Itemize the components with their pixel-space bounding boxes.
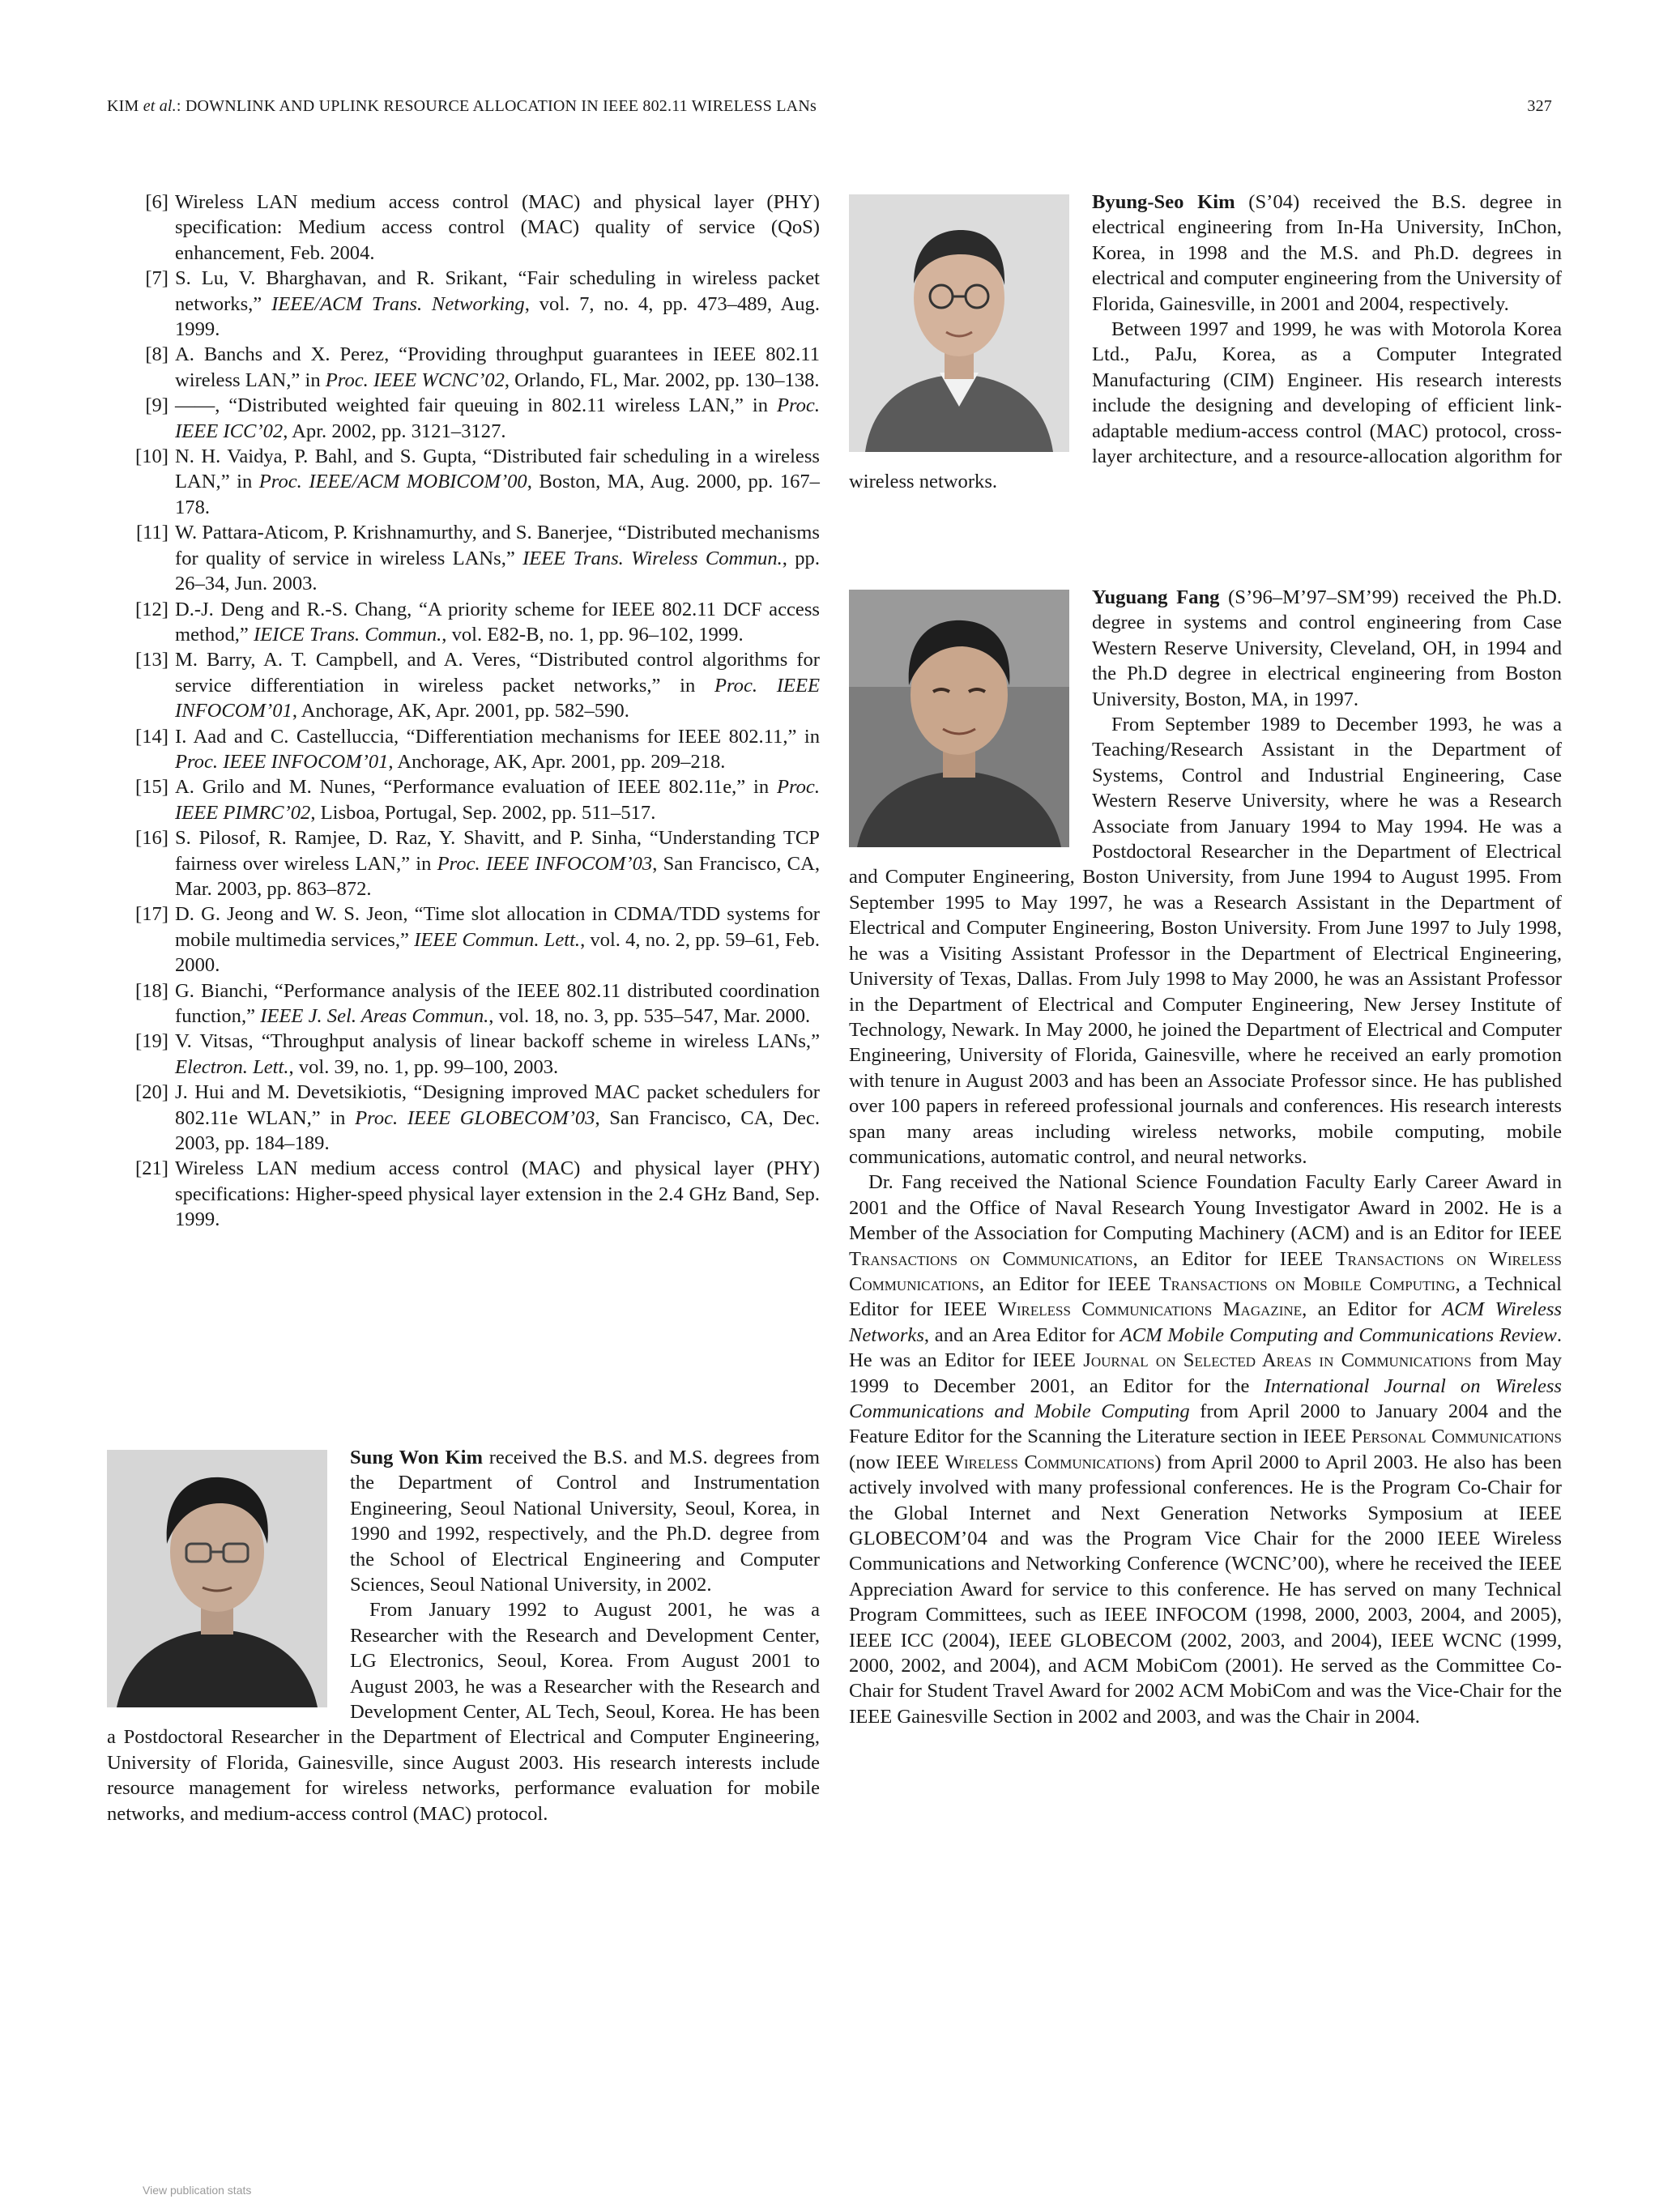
bio-paragraph-awards bbox=[849, 1170, 1562, 1729]
reference-text bbox=[175, 190, 820, 266]
italic-span: Proc. IEEE INFOCOM’03 bbox=[437, 852, 653, 875]
reference-number: [11] bbox=[135, 522, 168, 544]
reference-number: [6] bbox=[145, 191, 168, 213]
text-span: ——, “Distributed weighted fair queuing in 802.11 wireless LAN,” in bbox=[175, 394, 777, 417]
text-span: Wireless LAN medium access control (MAC) and physical layer (PHY) specification: Medium access control (MAC) quality of service (QoS) enhancement, Feb. 2004. bbox=[175, 191, 820, 264]
reference-text bbox=[175, 342, 820, 393]
running-head-italic: et al. bbox=[143, 97, 177, 115]
text-span: A. Banchs and X. Perez, “Providing throughput guarantees in IEEE 802.11 wireless LAN,” in bbox=[175, 343, 820, 391]
byung-seo-kim-photo bbox=[849, 194, 1069, 452]
text-span: , a Technical Editor for IEEE bbox=[849, 1272, 1562, 1321]
bio-paragraph: Between 1997 and 1999, he was with Motorola Korea Ltd., PaJu, Korea, as a Computer Integrated Manufacturing (CIM) Engineer. His research interests include the designing and developing of efficient link-adaptable medium-access control (MAC) protocol, cross-layer architecture, and a resource-allocation algorithm for wireless networks. bbox=[849, 318, 1562, 493]
text-span: I. Aad and C. Castelluccia, “Differentiation mechanisms for IEEE 802.11,” in bbox=[175, 725, 820, 748]
reference-item bbox=[107, 978, 820, 1029]
text-span: Wireless LAN medium access control (MAC) and physical layer (PHY) specifications: Higher-speed physical layer extension in the 2.4 GHz Band, Sep. 1999. bbox=[175, 1157, 820, 1231]
text-span: , vol. 7, no. 4, pp. 473–489, Aug. 1999. bbox=[175, 292, 820, 341]
reference-number: [7] bbox=[145, 267, 168, 290]
text-span: . He was an Editor for IEEE bbox=[849, 1323, 1562, 1372]
reference-item bbox=[107, 444, 820, 520]
text-span: J. Hui and M. Devetsikiotis, “Designing improved MAC packet schedulers for 802.11e WLAN,” in bbox=[175, 1081, 820, 1129]
text-span: V. Vitsas, “Throughput analysis of linear backoff scheme in wireless LANs,” bbox=[175, 1030, 820, 1053]
reference-number: [19] bbox=[135, 1030, 168, 1053]
text-span: , Boston, MA, Aug. 2000, pp. 167–178. bbox=[175, 471, 820, 518]
text-span: D.-J. Deng and R.-S. Chang, “A priority scheme for IEEE 802.11 DCF access method,” bbox=[175, 598, 820, 646]
italic-span: Proc. IEEE INFOCOM’01 bbox=[175, 750, 389, 773]
reference-item bbox=[107, 520, 820, 596]
reference-list bbox=[107, 190, 820, 1233]
text-span: G. Bianchi, “Performance analysis of the IEEE 802.11 distributed coordination function,” bbox=[175, 979, 820, 1027]
reference-item bbox=[107, 190, 820, 266]
bio-name: Byung-Seo Kim bbox=[1092, 191, 1235, 213]
reference-text bbox=[175, 1080, 820, 1156]
italic-span: Electron. Lett. bbox=[175, 1055, 289, 1078]
small-caps-span: Wireless Communications bbox=[945, 1451, 1155, 1473]
reference-item bbox=[107, 724, 820, 775]
reference-item bbox=[107, 774, 820, 825]
text-span: , San Francisco, CA, Dec. 2003, pp. 184–189. bbox=[175, 1106, 821, 1155]
italic-span: Proc. IEEE INFOCOM’01 bbox=[175, 674, 820, 722]
reference-number: [17] bbox=[135, 903, 168, 926]
text-span: , pp. 26–34, Jun. 2003. bbox=[175, 547, 820, 595]
italic-span: IEEE/ACM Trans. Networking bbox=[271, 292, 525, 315]
text-span: S. Lu, V. Bharghavan, and R. Srikant, “Fair scheduling in wireless packet networks,” bbox=[175, 267, 820, 315]
text-span: , vol. 4, no. 2, pp. 59–61, Feb. 2000. bbox=[175, 928, 820, 977]
bio-paragraph: (S’96–M’97–SM’99) received the Ph.D. degree in systems and control engineering from Case Western Reserve University, Cleveland, OH, in 1994 and the Ph.D degree in electrical engineering from Boston University, Boston, MA, in 1997. bbox=[1092, 586, 1562, 710]
small-caps-span: Personal Communications bbox=[1351, 1426, 1562, 1448]
italic-span: Proc. IEEE PIMRC’02 bbox=[175, 776, 820, 824]
text-span: , and an Area Editor for bbox=[923, 1323, 1120, 1346]
reference-item bbox=[107, 1080, 820, 1156]
reference-text bbox=[175, 444, 820, 520]
small-caps-span: Transactions on Communications bbox=[849, 1247, 1133, 1270]
bio-name: Sung Won Kim bbox=[350, 1447, 483, 1468]
page-number: 327 bbox=[1527, 97, 1552, 115]
text-span: ) from April 2000 to April 2003. He also has been actively involved with many professional conferences. He is the Program Co-Chair for the Global Internet and Next Generation Networks Symposium at IEEE GLOBECOM’04 and was the Program Vice Chair for the 2000 IEEE Wireless Communications and Networking Conference (WCNC’00), where he received the IEEE Appreciation Award for service to this conference. He has served on many Technical Program Committees, such as IEEE INFOCOM (1998, 2000, 2003, 2004, and 2005), IEEE ICC (2004), IEEE GLOBECOM (2002, 2003, and 2004), IEEE WCNC (1999, 2000, 2002, and 2004), and ACM MobiCom (2001). He served as the Committee Co-Chair for Student Travel Award for 2002 ACM MobiCom and was the Vice-Chair for the IEEE Gainesville Section in 2002 and 2003, and was the Chair in 2004. bbox=[849, 1451, 1562, 1728]
running-head bbox=[107, 97, 1552, 116]
italic-span: Proc. IEEE GLOBECOM’03 bbox=[355, 1106, 595, 1129]
reference-text bbox=[175, 774, 820, 825]
reference-number: [21] bbox=[135, 1157, 168, 1180]
running-head-prefix: KIM bbox=[107, 97, 143, 115]
text-span: , an Editor for IEEE bbox=[979, 1272, 1159, 1295]
reference-item bbox=[107, 393, 820, 444]
bio-name: Yuguang Fang bbox=[1092, 586, 1220, 608]
italic-span: ACM Mobile Computing and Communications Review bbox=[1120, 1323, 1557, 1346]
text-span: , vol. 18, no. 3, pp. 535–547, Mar. 2000. bbox=[488, 1005, 811, 1027]
bio-paragraph: (S’04) received the B.S. degree in electrical engineering from In-Ha University, InChon, Korea, in 1998 and the M.S. and Ph.D. degrees in electrical and computer engineering from the University of Florida, Gainesville, in 2001 and 2004, respectively. bbox=[1092, 191, 1562, 315]
reference-number: [20] bbox=[135, 1081, 168, 1104]
reference-number: [14] bbox=[135, 725, 168, 748]
reference-item bbox=[107, 825, 820, 901]
text-span: , vol. E82-B, no. 1, pp. 96–102, 1999. bbox=[441, 623, 744, 646]
portrait-image bbox=[107, 1450, 327, 1707]
text-span: , Apr. 2002, pp. 3121–3127. bbox=[283, 420, 506, 442]
reference-text bbox=[175, 597, 820, 648]
text-span: D. G. Jeong and W. S. Jeon, “Time slot allocation in CDMA/TDD systems for mobile multimedia services,” bbox=[175, 903, 820, 951]
text-span: S. Pilosof, R. Ramjee, D. Raz, Y. Shavitt, and P. Sinha, “Understanding TCP fairness over wireless LAN,” in bbox=[175, 827, 820, 875]
reference-number: [10] bbox=[135, 445, 168, 468]
portrait-image bbox=[849, 194, 1069, 452]
italic-span: Proc. IEEE WCNC’02 bbox=[325, 369, 505, 391]
bio-paragraph: From September 1989 to December 1993, he was a Teaching/Research Assistant in the Department of Systems, Control and Industrial Engineering, Case Western Reserve University, where he was a Research Associate from January 1994 to May 1994. He was a Postdoctoral Researcher in the Department of Electrical and Computer Engineering, Boston University, from June 1994 to August 1995. From September 1995 to May 1997, he was a Research Assistant in the Department of Electrical and Computer Engineering, Boston University. From June 1997 to July 1998, he was a Visiting Assistant Professor in the Department of Electrical Engineering, University of Texas, Dallas. From July 1998 to May 2000, he was an Assistant Professor in the Department of Electrical and Computer Engineering, New Jersey Institute of Technology, Newark. In May 2000, he joined the Department of Electrical and Computer Engineering, University of Florida, Gainesville, where he received an early promotion with tenure in August 2003 and has been an Associate Professor since. He has published over 100 papers in refereed professional journals and conferences. His research interests span many areas including wireless networks, mobile computing, mobile communications, automatic control, and neural networks. bbox=[849, 714, 1562, 1168]
text-span: M. Barry, A. T. Campbell, and A. Veres, “Distributed control algorithms for service differentiation in wireless packet networks,” in bbox=[175, 649, 820, 697]
reference-item bbox=[107, 647, 820, 723]
reference-item bbox=[107, 266, 820, 342]
reference-text bbox=[175, 724, 820, 775]
text-span: from May 1999 to December 2001, an Editor for the bbox=[849, 1349, 1563, 1397]
text-span: Dr. Fang received the National Science Foundation Faculty Early Career Award in 2001 and the Office of Naval Research Young Investigator Award in 2002. He is a Member of the Association for Computing Machinery (ACM) and is an Editor for IEEE bbox=[849, 1171, 1562, 1245]
reference-text bbox=[175, 266, 820, 342]
text-span: , Orlando, FL, Mar. 2002, pp. 130–138. bbox=[504, 369, 820, 391]
text-span: (now IEEE bbox=[849, 1451, 945, 1473]
reference-number: [12] bbox=[135, 598, 168, 620]
reference-number: [13] bbox=[135, 649, 168, 671]
reference-text bbox=[175, 1029, 820, 1080]
small-caps-span: Wireless Communications Magazine bbox=[997, 1298, 1303, 1321]
reference-number: [8] bbox=[145, 343, 168, 366]
text-span: , Anchorage, AK, Apr. 2001, pp. 582–590. bbox=[292, 700, 629, 722]
reference-text bbox=[175, 647, 820, 723]
italic-span: IEEE J. Sel. Areas Commun. bbox=[260, 1005, 489, 1027]
reference-text bbox=[175, 825, 820, 901]
text-span: A. Grilo and M. Nunes, “Performance evaluation of IEEE 802.11e,” in bbox=[175, 776, 777, 799]
reference-item bbox=[107, 342, 820, 393]
italic-span: IEEE Trans. Wireless Commun. bbox=[522, 547, 783, 569]
reference-text bbox=[175, 901, 820, 978]
italic-span: Proc. IEEE/ACM MOBICOM’00 bbox=[258, 471, 527, 493]
italic-span: IEICE Trans. Commun. bbox=[253, 623, 442, 646]
running-head-title: : DOWNLINK AND UPLINK RESOURCE ALLOCATION IN IEEE 802.11 WIRELESS LANs bbox=[176, 97, 817, 115]
yuguang-fang-photo bbox=[849, 590, 1069, 847]
text-span: , an Editor for bbox=[1302, 1298, 1443, 1321]
text-span: , Lisboa, Portugal, Sep. 2002, pp. 511–517. bbox=[310, 801, 656, 824]
italic-span: Proc. IEEE ICC’02 bbox=[175, 394, 820, 442]
text-span: , Anchorage, AK, Apr. 2001, pp. 209–218. bbox=[388, 750, 726, 773]
text-span: , San Francisco, CA, Mar. 2003, pp. 863–872. bbox=[175, 852, 820, 900]
text-span: N. H. Vaidya, P. Bahl, and S. Gupta, “Distributed fair scheduling in a wireless LAN,” in bbox=[175, 445, 820, 493]
bio-paragraph: From January 1992 to August 2001, he was a Researcher with the Research and Development Center, LG Electronics, Seoul, Korea. From August 2001 to August 2003, he was a Researcher with the Research and Development Center, AL Tech, Seoul, Korea. He has been a Postdoctoral Researcher in the Department of Electrical and Computer Engineering, University of Florida, Gainesville, since August 2003. His research interests include resource management for wireless networks, performance evaluation for mobile networks, and medium-access control (MAC) protocol. bbox=[107, 1599, 820, 1825]
reference-text bbox=[175, 520, 820, 596]
reference-number: [18] bbox=[135, 979, 168, 1002]
bio-sung-won-kim bbox=[107, 1445, 820, 1826]
sung-won-kim-photo bbox=[107, 1450, 327, 1707]
small-caps-span: Journal on Selected Areas in Communications bbox=[1083, 1349, 1472, 1372]
reference-item bbox=[107, 1156, 820, 1232]
text-span: W. Pattara-Aticom, P. Krishnamurthy, and S. Banerjee, “Distributed mechanisms for quality of service in wireless LANs,” bbox=[175, 522, 820, 569]
italic-span: International Journal on Wireless Communications and Mobile Computing bbox=[849, 1375, 1563, 1422]
italic-span: ACM Wireless Networks bbox=[849, 1298, 1563, 1346]
italic-span: IEEE Commun. Lett. bbox=[414, 928, 581, 951]
reference-number: [9] bbox=[145, 394, 168, 417]
portrait-image bbox=[849, 590, 1069, 847]
text-span: , vol. 39, no. 1, pp. 99–100, 2003. bbox=[288, 1055, 559, 1078]
small-caps-span: Transactions on Mobile Computing bbox=[1158, 1272, 1456, 1295]
reference-item bbox=[107, 1029, 820, 1080]
reference-text bbox=[175, 978, 820, 1029]
small-caps-span: Transactions on Wireless Communications bbox=[849, 1247, 1562, 1295]
reference-text bbox=[175, 1156, 820, 1232]
bio-byung-seo-kim bbox=[849, 190, 1562, 495]
reference-item bbox=[107, 901, 820, 978]
view-publication-stats-link[interactable]: View publication stats bbox=[143, 2184, 252, 2197]
reference-number: [15] bbox=[135, 776, 168, 799]
text-span: from April 2000 to January 2004 and the Feature Editor for the Scanning the Literature section in IEEE bbox=[849, 1400, 1563, 1448]
bio-yuguang-fang bbox=[849, 585, 1562, 1729]
reference-item bbox=[107, 597, 820, 648]
text-span: , an Editor for IEEE bbox=[1132, 1247, 1336, 1270]
bio-paragraph: received the B.S. and M.S. degrees from the Department of Control and Instrumentation Engineering, Seoul National University, Seoul, Korea, in 1990 and 1992, respectively, and the Ph.D. degree from the School of Electrical Engineering and Computer Sciences, Seoul National University, in 2002. bbox=[350, 1447, 821, 1596]
reference-number: [16] bbox=[135, 827, 168, 850]
reference-text bbox=[175, 393, 820, 444]
